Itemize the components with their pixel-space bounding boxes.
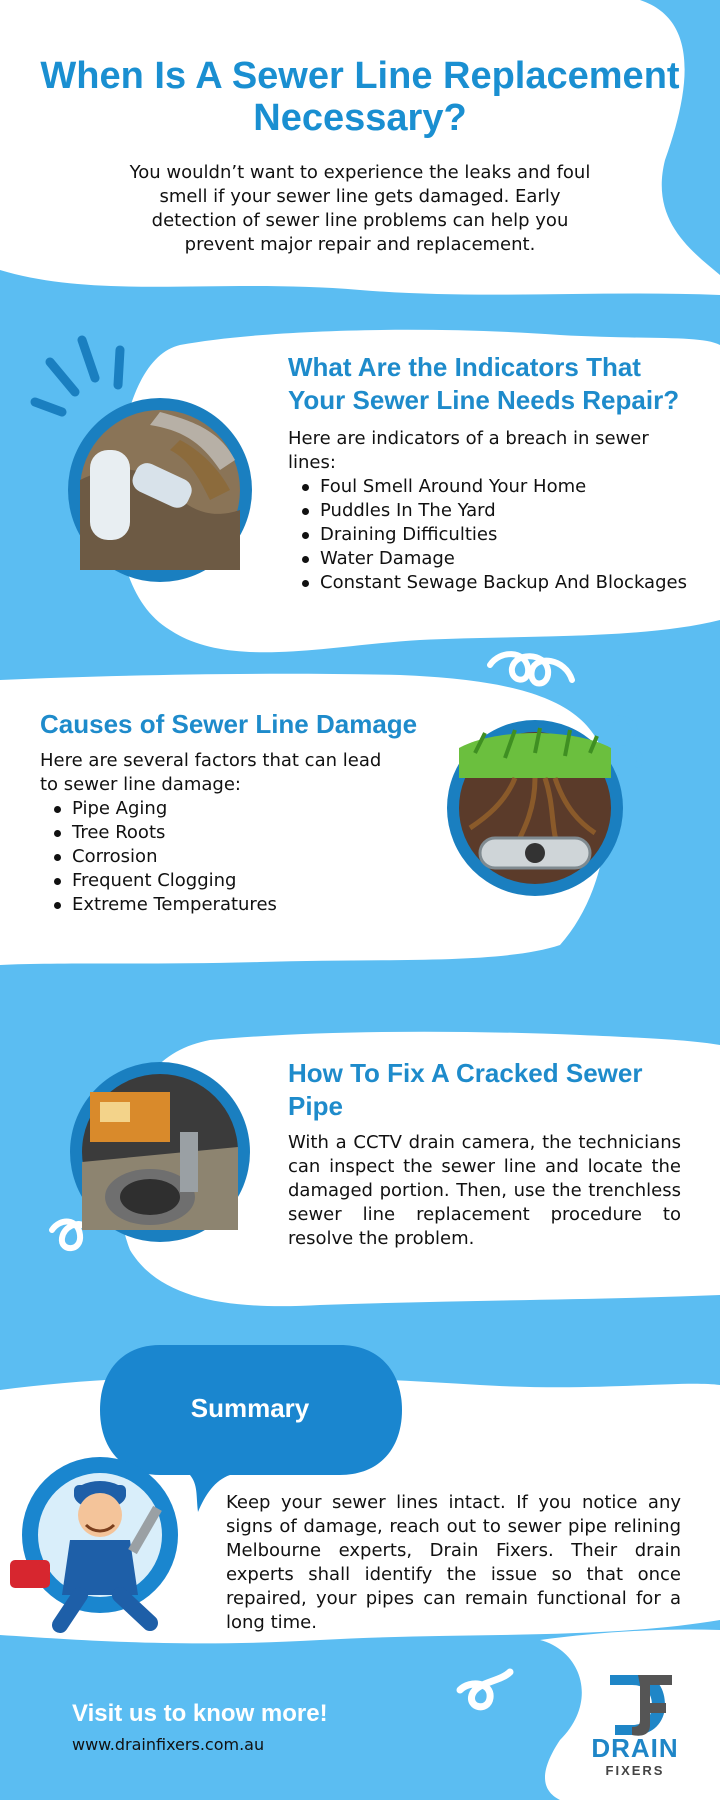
causes-heading: Causes of Sewer Line Damage (40, 709, 418, 739)
visit-cta: Visit us to know more! (72, 1700, 328, 1727)
list-item: Corrosion (40, 845, 400, 869)
causes-lead: Here are several factors that can lead to sewer line damage: (40, 750, 382, 795)
list-item: Draining Difficulties (288, 523, 688, 547)
intro-text: You wouldn’t want to experience the leaks and foul smell if your sewer line gets damaged. Early detection of sewer line problems can help you prevent major repair and replacement. (129, 162, 591, 255)
causes-list (40, 797, 400, 917)
list-item: Constant Sewage Backup And Blockages (288, 571, 688, 595)
summary-label: Summary (190, 1393, 310, 1423)
list-item: Frequent Clogging (40, 869, 400, 893)
list-item: Foul Smell Around Your Home (288, 475, 688, 499)
list-item: Water Damage (288, 547, 688, 571)
causes-body (40, 749, 400, 917)
list-item: Extreme Temperatures (40, 893, 400, 917)
list-item: Tree Roots (40, 821, 400, 845)
tree-roots-illustration (447, 720, 623, 896)
logo-wordmark: DRAIN (591, 1733, 679, 1763)
fix-body: With a CCTV drain camera, the technicians can inspect the sewer line and locate the damaged portion. Then, use the trenchless sewer line replacement procedure to resolve the problem. (288, 1132, 681, 1249)
indicators-heading: What Are the Indicators That Your Sewer Line Needs Repair? (288, 352, 680, 415)
summary-body: Keep your sewer lines intact. If you notice any signs of damage, reach out to sewer pipe relining Melbourne experts, Drain Fixers. Their drain experts shall identify the issue so that once repaired, your pipes can remain functional for a long time. (226, 1492, 681, 1633)
list-item: Pipe Aging (40, 797, 400, 821)
sewer-pipe-photo (68, 398, 252, 582)
logo-subtitle: FIXERS (605, 1763, 665, 1778)
sparkle-lines-icon (35, 340, 120, 412)
indicators-list (288, 475, 688, 595)
list-item: Puddles In The Yard (288, 499, 688, 523)
page-title: When Is A Sewer Line Replacement Necessary? (40, 55, 680, 139)
indicators-lead: Here are indicators of a breach in sewer lines: (288, 428, 649, 473)
squiggle-fix-icon (52, 1222, 82, 1249)
website-link[interactable]: www.drainfixers.com.au (72, 1735, 265, 1754)
squiggle-footer-icon (460, 1672, 510, 1707)
squiggle-causes-icon (490, 654, 572, 683)
squiggle-causes2-icon (612, 719, 640, 765)
indicators-body (288, 427, 688, 595)
fix-heading: How To Fix A Cracked Sewer Pipe (288, 1058, 643, 1121)
cctv-inspection-photo (70, 1062, 250, 1242)
